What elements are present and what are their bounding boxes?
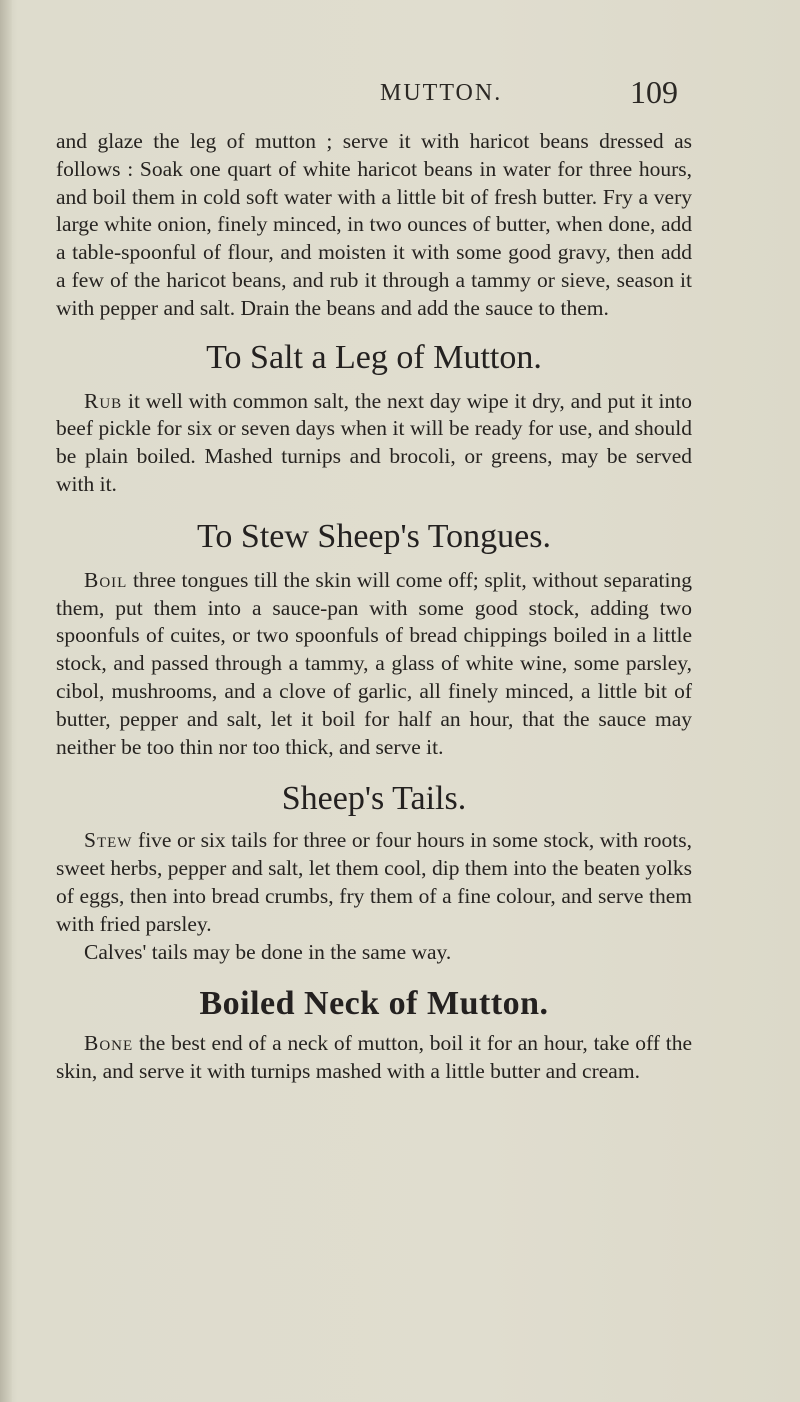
section-paragraph-sheeps-tails: [56, 827, 692, 938]
page-content: [56, 128, 692, 1086]
running-head: MUTTON.: [380, 80, 503, 106]
section-note-calves-tails: Calves' tails may be done in the same way.: [84, 939, 452, 964]
section-paragraph-boiled-neck: [56, 1030, 692, 1086]
page-header: [0, 74, 800, 114]
paragraph-text: five or six tails for three or four hours in some stock, with roots, sweet herbs, pepper and salt, let them cool, dip them into the beaten yolks of eggs, then into bread crumbs, fry them of a fine colour, and serve them with fried parsley.: [56, 828, 692, 936]
paragraph-text: it well with common salt, the next day wipe it dry, and put it into beef pickle for six or seven days when it will be ready for use, and should be plain boiled. Mashed turnips and brocoli, or greens, may be served with it.: [56, 388, 692, 496]
section-paragraph-stew-tongues: [56, 567, 692, 762]
lead-word: Stew: [84, 828, 133, 853]
paragraph-text: the best end of a neck of mutton, boil it for an hour, take off the skin, and serve it with turnips mashed with a little butter and cream.: [56, 1031, 692, 1084]
lead-word: Rub: [84, 388, 123, 413]
paragraph-text: three tongues till the skin will come off; split, without separating them, put them into a sauce-pan with some good stock, adding two spoonfuls of cuites, or two spoonfuls of bread chippings boiled in a little stock, and passed through a tammy, a glass of white wine, some parsley, cibol, mushrooms, and a clove of garlic, all finely minced, a little bit of butter, pepper and salt, let it boil for half an hour, that the sauce may neither be too thin nor too thick, and serve it.: [56, 567, 692, 759]
opening-paragraph: and glaze the leg of mutton ; serve it with haricot beans dressed as follows : Soak one quart of white haricot beans in water for three hours, and boil them in cold soft water with a little bit of fresh butter. Fry a very large white onion, finely minced, in two ounces of butter, when done, add a table-spoonful of flour, and moisten it with some good gravy, then add a few of the haricot beans, and rub it through a tammy or sieve, season it with pepper and salt. Drain the beans and add the sauce to them.: [56, 129, 692, 320]
section-heading-sheeps-tails: Sheep's Tails.: [281, 780, 467, 818]
page-number: 109: [630, 74, 678, 110]
section-paragraph-salt-leg: [56, 388, 692, 499]
section-heading-salt-leg: To Salt a Leg of Mutton.: [206, 338, 542, 376]
lead-word: Bone: [84, 1031, 134, 1056]
section-heading-boiled-neck: Boiled Neck of Mutton.: [199, 985, 549, 1023]
section-heading-stew-tongues: To Stew Sheep's Tongues.: [197, 517, 551, 555]
page-binding-edge: [0, 0, 12, 1402]
lead-word: Boil: [84, 567, 128, 592]
